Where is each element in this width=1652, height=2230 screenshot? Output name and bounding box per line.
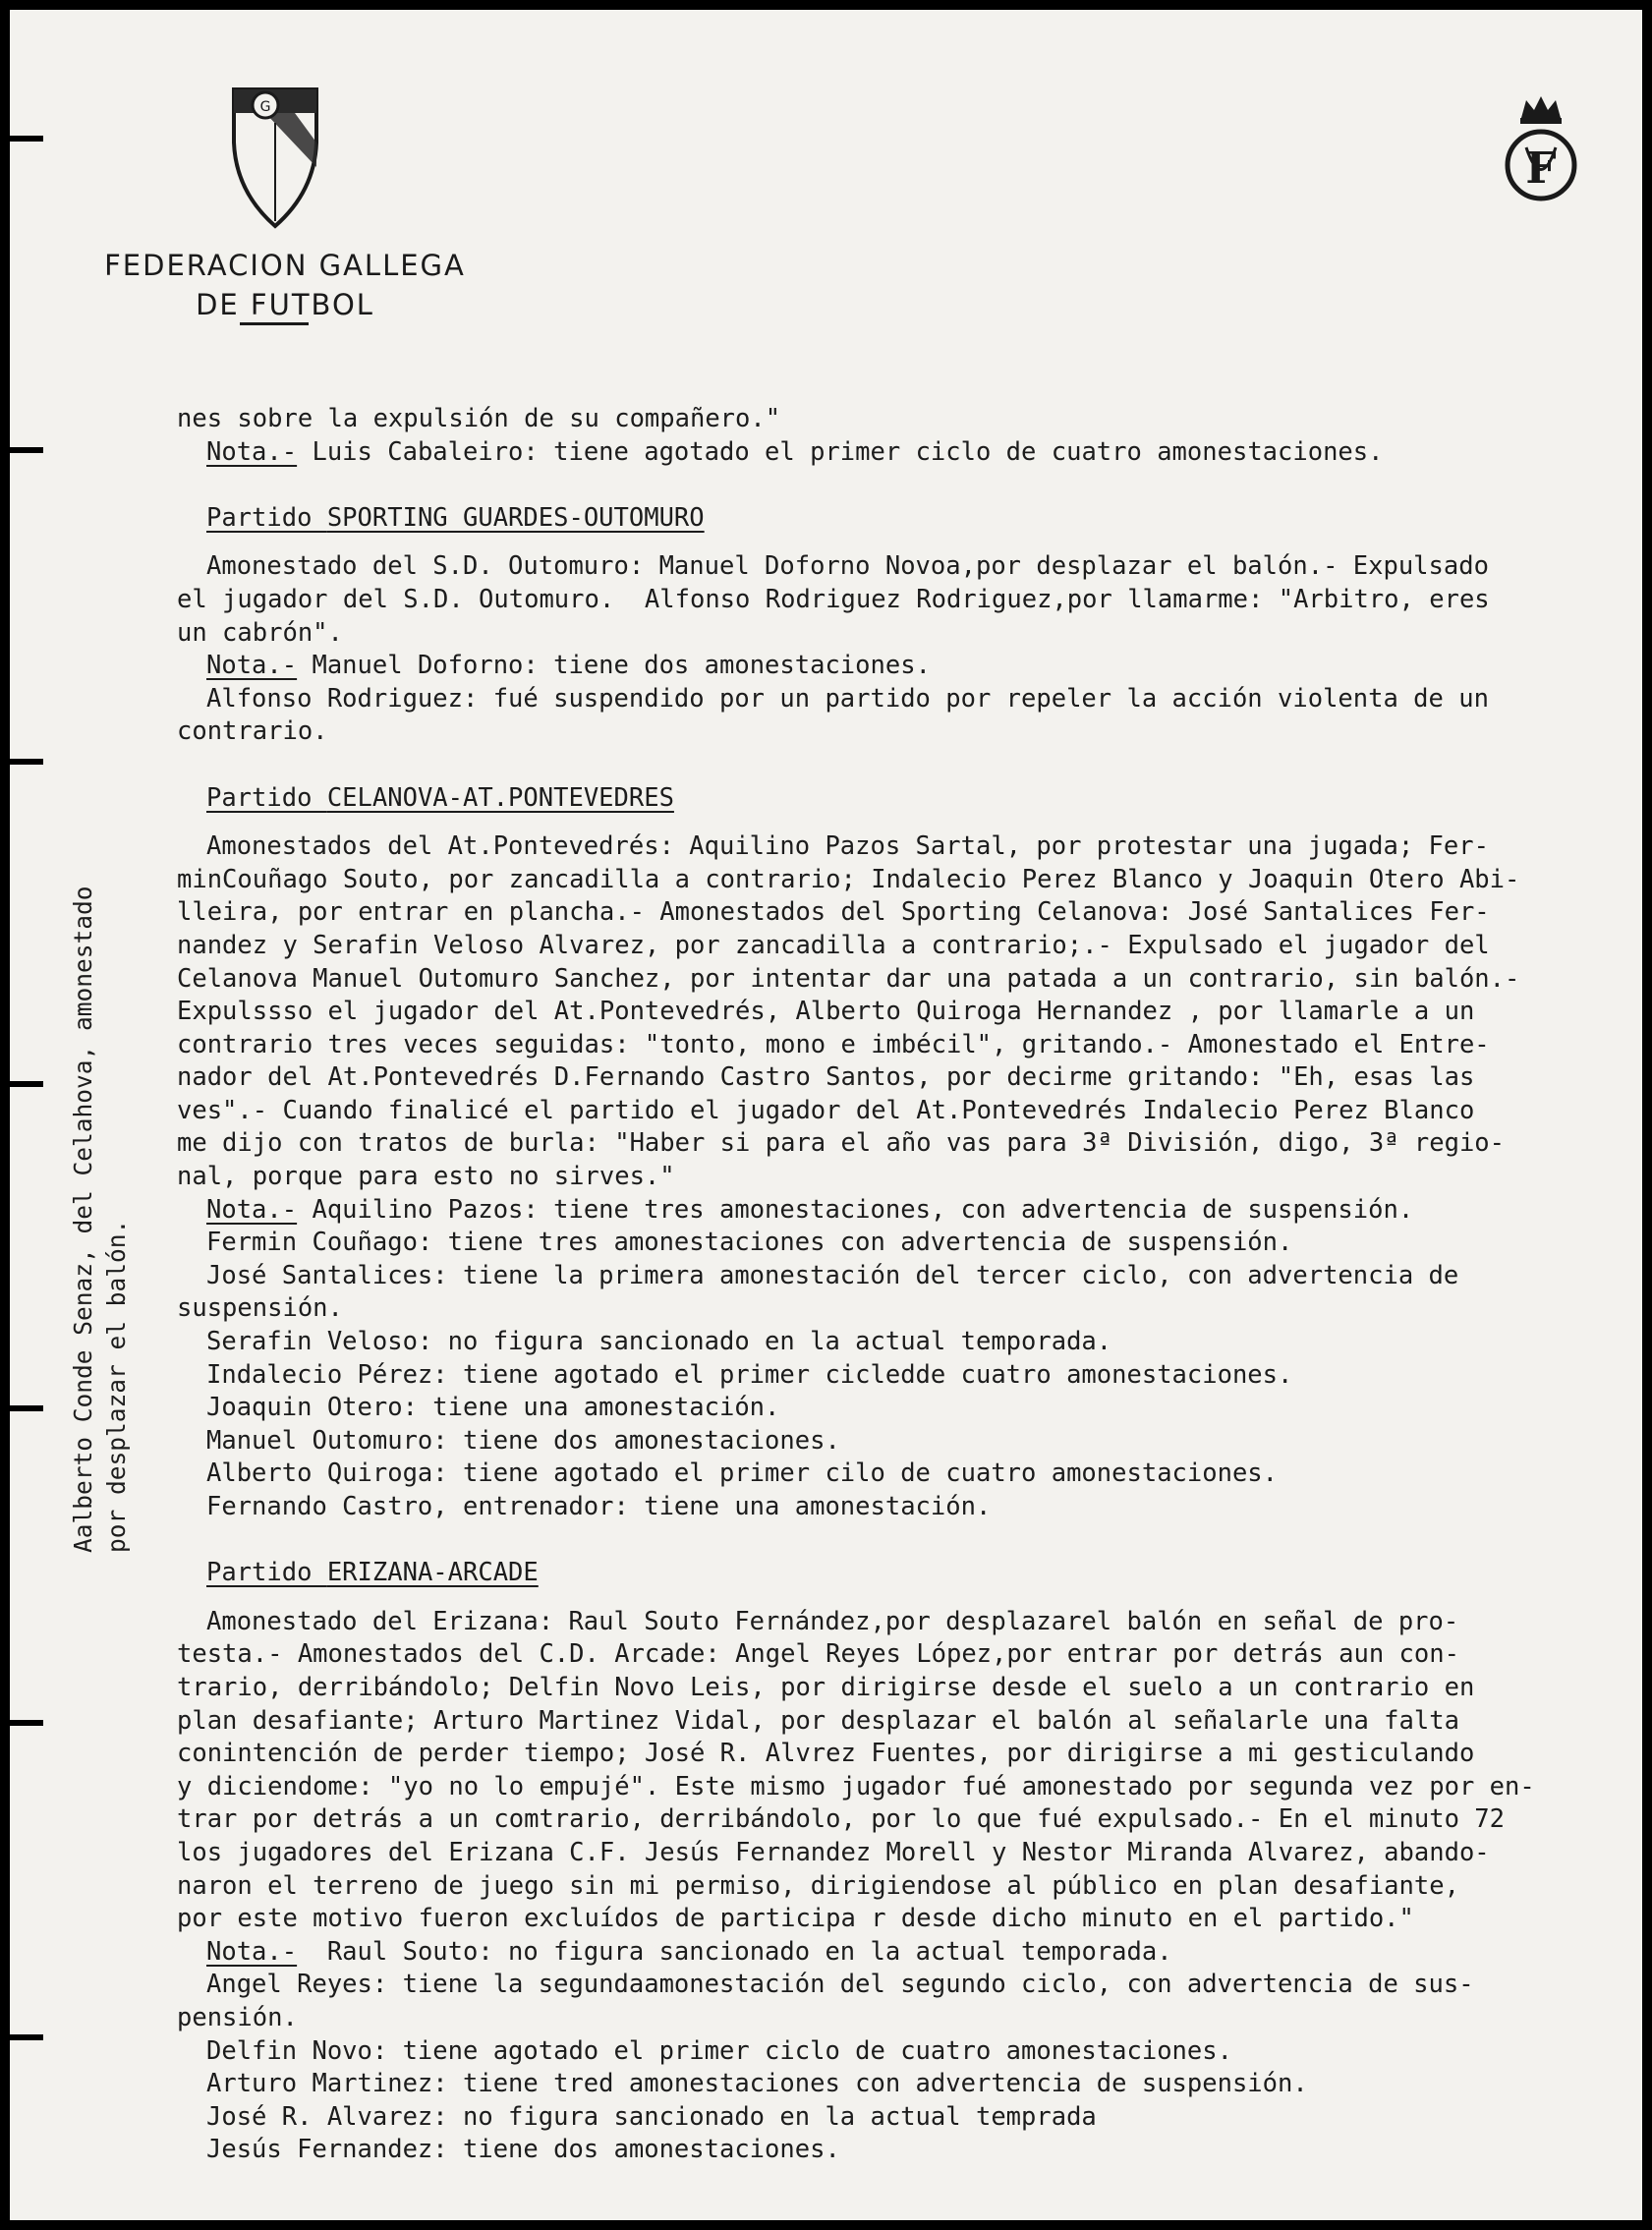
match-nota bbox=[177, 1936, 1622, 1970]
match-nota bbox=[177, 1194, 1622, 1228]
svg-text:G: G bbox=[259, 99, 271, 115]
match-line: por este motivo fueron excluídos de participa r desde dicho minuto en el partido." bbox=[177, 1904, 1414, 1934]
nota-line: Alfonso Rodriguez: fué suspendido por un partido por repeler la acción violenta de un bbox=[206, 683, 1489, 714]
nota-line: Fernando Castro, entrenador: tiene una amonestación. bbox=[206, 1492, 992, 1521]
nota-label: Nota.- bbox=[206, 1936, 298, 1967]
nota-label: Nota.- bbox=[206, 651, 298, 681]
spacer bbox=[177, 815, 1622, 830]
match-line: trario, derribándolo; Delfin Novo Leis, por dirigirse desde el suelo a un contrario en bbox=[177, 1672, 1475, 1702]
spacer bbox=[177, 535, 1622, 550]
match-line: nador del At.Pontevedrés D.Fernando Castro Santos, por decirme gritando: "Eh, esas las bbox=[177, 1062, 1475, 1093]
match-line: Celanova Manuel Outomuro Sanchez, por intentar dar una patada a un contrario, sin balón.- bbox=[177, 963, 1520, 994]
match-line: naron el terreno de juego sin mi permiso, dirigiendose al público en plan desafiante, bbox=[177, 1870, 1459, 1901]
match-heading-name: SPORTING GUARDES-OUTOMURO bbox=[326, 502, 705, 533]
binder-mark bbox=[10, 759, 43, 765]
match-line: ves".- Cuando finalicé el partido el jugador del At.Pontevedrés Indalecio Perez Blanco bbox=[177, 1095, 1475, 1125]
binder-mark bbox=[10, 2034, 43, 2040]
match-line: Amonestado del Erizana: Raul Souto Fernández,por desplazarel balón en señal de pro- bbox=[206, 1606, 1459, 1636]
spacer bbox=[177, 469, 1622, 502]
match-line: conintención de perder tiempo; José R. Alvrez Fuentes, por dirigirse a mi gesticulando bbox=[177, 1739, 1475, 1769]
nota-text: Manuel Doforno: tiene dos amonestaciones. bbox=[297, 651, 931, 681]
nota-line: Arturo Martinez: tiene tred amonestaciones con advertencia de suspensión. bbox=[206, 2069, 1308, 2099]
margin-note-line1: Aalberto Conde Senaz, del Celahova, amonestado bbox=[69, 886, 97, 1553]
match-heading bbox=[177, 502, 1622, 536]
nota-line: Indalecio Pérez: tiene agotado el primer cicledde cuatro amonestaciones. bbox=[206, 1359, 1293, 1390]
binder-mark bbox=[10, 447, 43, 453]
nota-text: Aquilino Pazos: tiene tres amonestaciones, con advertencia de suspensión. bbox=[297, 1194, 1414, 1225]
match-line: minCouñago Souto, por zancadilla a contrario; Indalecio Perez Blanco y Joaquin Otero Abi- bbox=[177, 864, 1520, 894]
nota-line: José R. Alvarez: no figura sancionado en la actual temprada bbox=[206, 2101, 1097, 2132]
match-heading-prefix: Partido bbox=[206, 1558, 327, 1588]
svg-text:F: F bbox=[1525, 143, 1557, 194]
margin-note-line2: por desplazar el balón. bbox=[102, 1219, 131, 1553]
match-line: nal, porque para esto no sirves." bbox=[177, 1162, 675, 1192]
match-line: Amonestados del At.Pontevedrés: Aquilino Pazos Sartal, por protestar una jugada; Fer- bbox=[206, 831, 1489, 862]
nota-line: Fermin Couñago: tiene tres amonestaciones con advertencia de suspensión. bbox=[206, 1228, 1293, 1258]
match-line: contrario tres veces seguidas: "tonto, mono e imbécil", gritando.- Amonestado el Entre- bbox=[177, 1029, 1490, 1059]
match-heading-prefix: Partido bbox=[206, 502, 327, 533]
nota-line: Alberto Quiroga: tiene agotado el primer cilo de cuatro amonestaciones. bbox=[206, 1458, 1279, 1489]
match-line: plan desafiante; Arturo Martinez Vidal, por desplazar el balón al señalarle una falta bbox=[177, 1705, 1459, 1736]
intro-nota bbox=[177, 436, 1622, 470]
match-line: el jugador del S.D. Outomuro. Alfonso Rodriguez Rodriguez,por llamarme: "Arbitro, eres bbox=[177, 584, 1490, 614]
document-page bbox=[10, 10, 1642, 2220]
match-heading bbox=[177, 782, 1622, 816]
match-line: trar por detrás a un comtrario, derribándolo, por lo que fué expulsado.- En el minuto 72 bbox=[177, 1804, 1506, 1835]
match-heading-prefix: Partido bbox=[206, 782, 327, 813]
match-line: lleira, por entrar en plancha.- Amonestados del Sporting Celanova: José Santalices Fer- bbox=[177, 897, 1490, 928]
nota-text: Luis Cabaleiro: tiene agotado el primer ciclo de cuatro amonestaciones. bbox=[297, 436, 1384, 467]
binder-mark bbox=[10, 1081, 43, 1087]
federation-name bbox=[79, 246, 491, 324]
margin-note bbox=[67, 886, 134, 1553]
match-heading bbox=[177, 1557, 1622, 1590]
binder-mark bbox=[10, 136, 43, 142]
rfef-crest-logo bbox=[1497, 88, 1585, 206]
intro-line: nes sobre la expulsión de su compañero." bbox=[177, 404, 781, 433]
nota-line: Jesús Fernandez: tiene dos amonestaciones. bbox=[206, 2135, 840, 2165]
federation-name-line1: FEDERACION GALLEGA bbox=[104, 249, 466, 282]
nota-line: pensión. bbox=[177, 2002, 298, 2032]
nota-line: Manuel Outomuro: tiene dos amonestaciones. bbox=[206, 1425, 840, 1456]
nota-line: Angel Reyes: tiene la segundaamonestación del segundo ciclo, con advertencia de sus- bbox=[206, 1970, 1474, 2000]
nota-label: Nota.- bbox=[206, 1194, 298, 1225]
nota-text: Raul Souto: no figura sancionado en la actual temporada. bbox=[297, 1936, 1172, 1967]
federation-shield-logo bbox=[226, 84, 324, 231]
nota-line: suspensión. bbox=[177, 1293, 343, 1324]
nota-line: Serafin Veloso: no figura sancionado en la actual temporada. bbox=[206, 1327, 1112, 1357]
match-line: un cabrón". bbox=[177, 617, 343, 648]
nota-line: José Santalices: tiene la primera amonestación del tercer ciclo, con advertencia de bbox=[206, 1260, 1459, 1290]
match-line: Expulssso el jugador del At.Pontevedrés, Alberto Quiroga Hernandez , por llamarle a un bbox=[177, 997, 1475, 1027]
binder-mark bbox=[10, 1720, 43, 1726]
federation-name-line2: DE FUTBOL bbox=[196, 288, 374, 321]
nota-line: Joaquin Otero: tiene una amonestación. bbox=[206, 1393, 780, 1423]
match-heading-name: ERIZANA-ARCADE bbox=[326, 1558, 539, 1588]
spacer bbox=[177, 749, 1622, 782]
spacer bbox=[177, 1590, 1622, 1606]
match-line: los jugadores del Erizana C.F. Jesús Fernandez Morell y Nestor Miranda Alvarez, abando- bbox=[177, 1837, 1490, 1867]
report-body bbox=[177, 403, 1622, 2167]
match-nota bbox=[177, 650, 1622, 683]
header-rule bbox=[240, 322, 309, 325]
binder-mark bbox=[10, 1405, 43, 1411]
spacer bbox=[177, 1524, 1622, 1558]
match-line: me dijo con tratos de burla: "Haber si para el año vas para 3ª División, digo, 3ª regio- bbox=[177, 1128, 1506, 1159]
match-line: nandez y Serafin Veloso Alvarez, por zancadilla a contrario;.- Expulsado el jugador del bbox=[177, 930, 1490, 960]
nota-label: Nota.- bbox=[206, 436, 298, 467]
match-line: Amonestado del S.D. Outomuro: Manuel Doforno Novoa,por desplazar el balón.- Expulsado bbox=[206, 551, 1489, 582]
match-line: y diciendome: "yo no lo empujé". Este mismo jugador fué amonestado por segunda vez por en- bbox=[177, 1771, 1535, 1801]
match-heading-name: CELANOVA-AT.PONTEVEDRES bbox=[326, 782, 674, 813]
nota-line: Delfin Novo: tiene agotado el primer ciclo de cuatro amonestaciones. bbox=[206, 2035, 1232, 2066]
nota-line: contrario. bbox=[177, 716, 328, 747]
match-line: testa.- Amonestados del C.D. Arcade: Angel Reyes López,por entrar por detrás aun con- bbox=[177, 1639, 1459, 1670]
